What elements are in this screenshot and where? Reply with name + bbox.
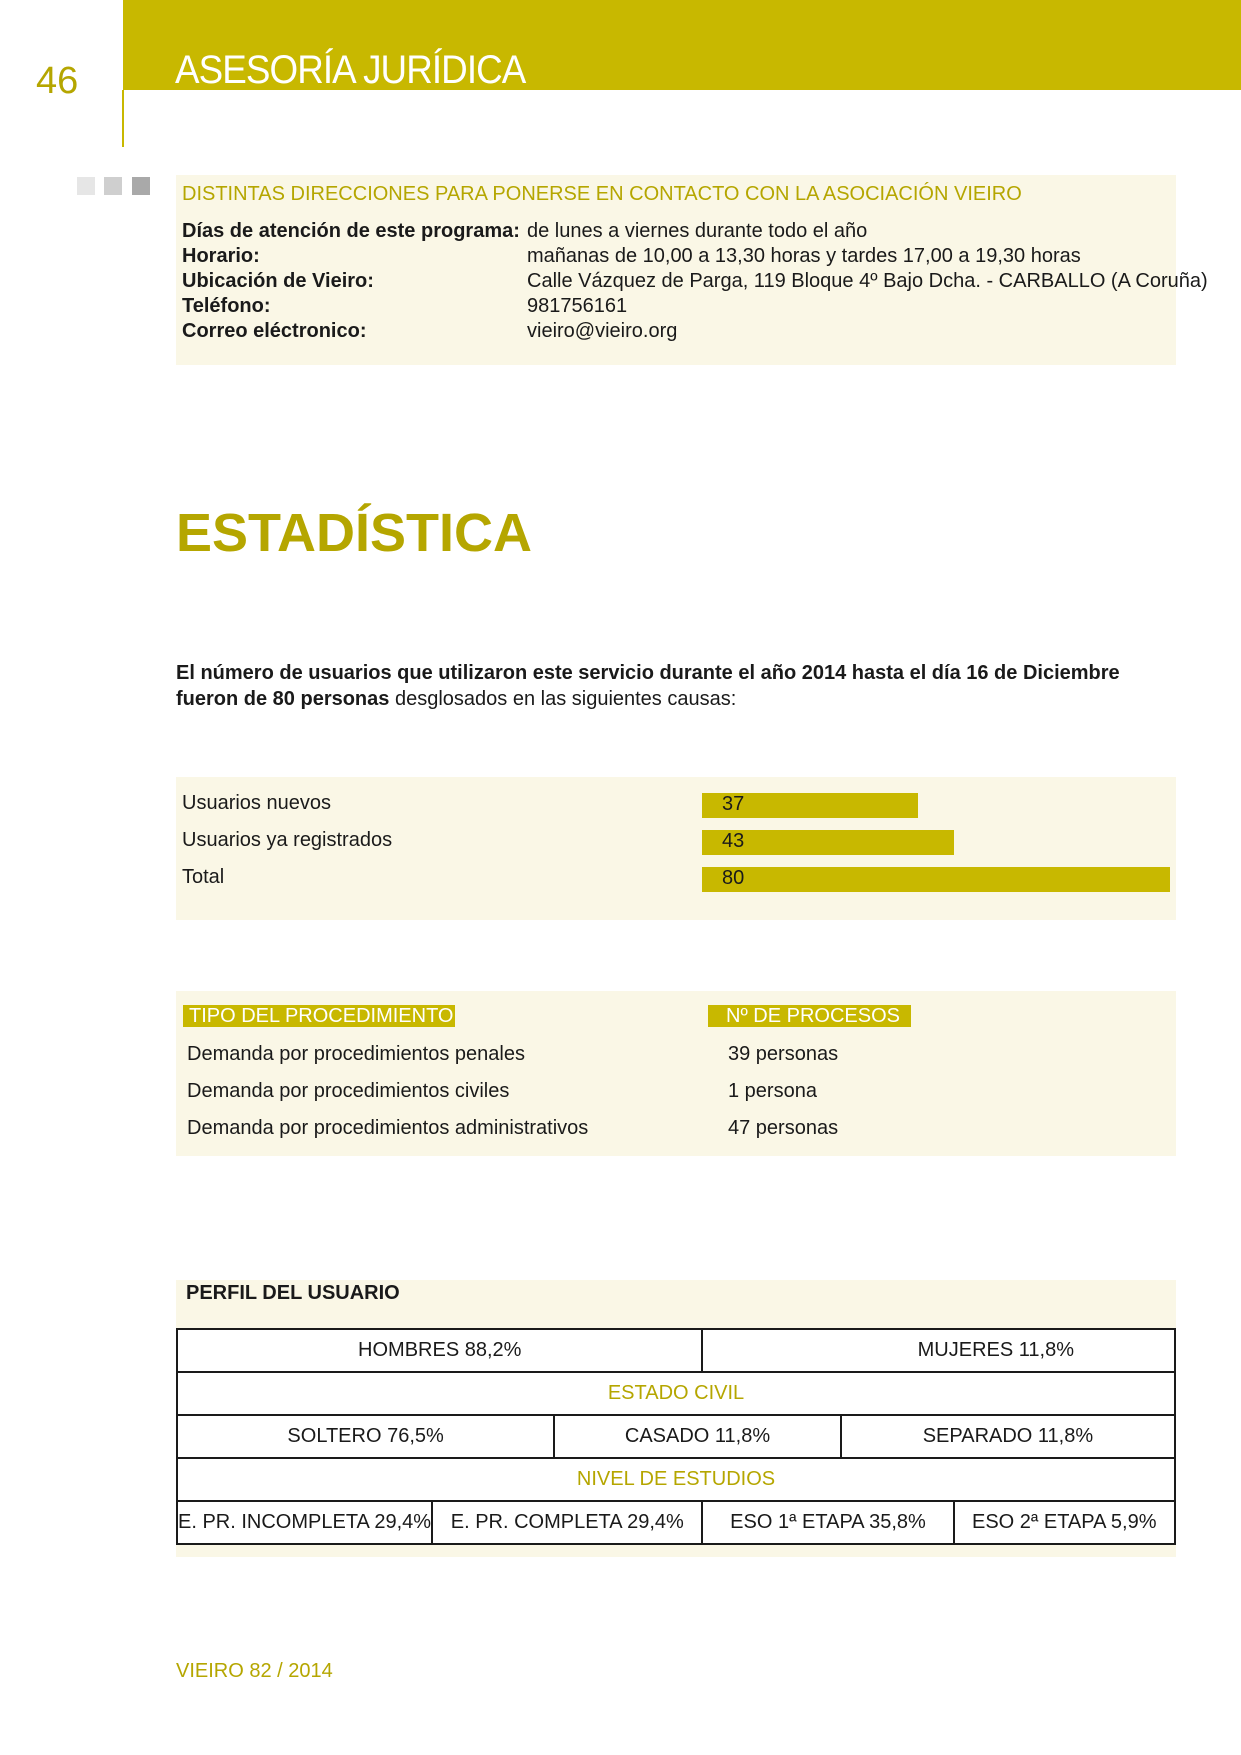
procedure-type: Demanda por procedimientos civiles [187, 1080, 510, 1102]
studies-heading-row [177, 1458, 1175, 1501]
eso-second-stage-cell: ESO 2ª ETAPA 5,9% [954, 1501, 1176, 1544]
women-cell: MUJERES 11,8% [702, 1329, 1175, 1372]
footer-publication: VIEIRO 82 / 2014 [176, 1660, 333, 1682]
procedures-panel [176, 991, 1176, 1156]
gender-row [177, 1329, 1175, 1372]
page-number: 46 [36, 60, 79, 102]
civil-heading-row [177, 1372, 1175, 1415]
profile-table [176, 1328, 1176, 1545]
studies-heading: NIVEL DE ESTUDIOS [177, 1458, 1175, 1501]
eso-first-stage-cell: ESO 1ª ETAPA 35,8% [702, 1501, 953, 1544]
contact-value: vieiro@vieiro.org [527, 320, 678, 342]
statistics-title: ESTADÍSTICA [176, 503, 533, 563]
primary-complete-cell: E. PR. COMPLETA 29,4% [432, 1501, 702, 1544]
civil-status-heading: ESTADO CIVIL [177, 1372, 1175, 1415]
studies-row [177, 1501, 1175, 1544]
square-light [77, 177, 95, 195]
bar-category-label: Usuarios ya registrados [182, 829, 393, 851]
bar [702, 830, 954, 855]
user-profile-panel [176, 1280, 1176, 1557]
procedure-count: 39 personas [728, 1043, 839, 1065]
users-bar-chart [176, 777, 1176, 920]
procedure-type-header: TIPO DEL PROCEDIMIENTO [183, 1005, 455, 1027]
page-section-title: ASESORÍA JURÍDICA [175, 48, 526, 92]
contact-label: Días de atención de este programa: [182, 220, 520, 242]
bar-category-label: Usuarios nuevos [182, 792, 331, 814]
bar [702, 867, 1170, 892]
square-medium [104, 177, 122, 195]
bar-value-label: 37 [722, 793, 745, 815]
contact-heading: DISTINTAS DIRECCIONES PARA PONERSE EN CONTACTO CON LA ASOCIACIÓN VIEIRO [182, 183, 1022, 205]
square-dark [132, 177, 150, 195]
bar [702, 793, 918, 818]
married-cell: CASADO 11,8% [554, 1415, 841, 1458]
profile-heading: PERFIL DEL USUARIO [186, 1282, 400, 1304]
primary-incomplete-cell: E. PR. INCOMPLETA 29,4% [177, 1501, 432, 1544]
header-vertical-rule [122, 90, 124, 147]
contact-value: mañanas de 10,00 a 13,30 horas y tardes 17,00 a 19,30 horas [527, 245, 1081, 267]
civil-row [177, 1415, 1175, 1458]
statistics-intro [176, 660, 1176, 712]
bar-value-label: 80 [722, 867, 745, 889]
contact-value: de lunes a viernes durante todo el año [527, 220, 868, 242]
procedure-count: 47 personas [728, 1117, 839, 1139]
single-cell: SOLTERO 76,5% [177, 1415, 554, 1458]
contact-value: 981756161 [527, 295, 628, 317]
men-cell: HOMBRES 88,2% [177, 1329, 702, 1372]
procedure-type: Demanda por procedimientos penales [187, 1043, 525, 1065]
contact-label: Teléfono: [182, 295, 271, 317]
contact-label: Correo eléctronico: [182, 320, 367, 342]
contact-label: Horario: [182, 245, 260, 267]
process-count-header: Nº DE PROCESOS [708, 1005, 911, 1027]
contact-label: Ubicación de Vieiro: [182, 270, 374, 292]
procedure-type: Demanda por procedimientos administrativos [187, 1117, 589, 1139]
intro-bold: El número de usuarios que utilizaron este servicio durante el año 2014 hasta el día 16 de Diciembre fueron de 80 personas [176, 662, 1120, 710]
contact-panel [176, 175, 1208, 365]
separated-cell: SEPARADO 11,8% [841, 1415, 1175, 1458]
intro-rest: desglosados en las siguientes causas: [389, 688, 737, 710]
bar-category-label: Total [182, 866, 225, 888]
procedure-count: 1 persona [728, 1080, 817, 1102]
bar-value-label: 43 [722, 830, 745, 852]
contact-value: Calle Vázquez de Parga, 119 Bloque 4º Bajo Dcha. - CARBALLO (A Coruña) [527, 270, 1208, 292]
